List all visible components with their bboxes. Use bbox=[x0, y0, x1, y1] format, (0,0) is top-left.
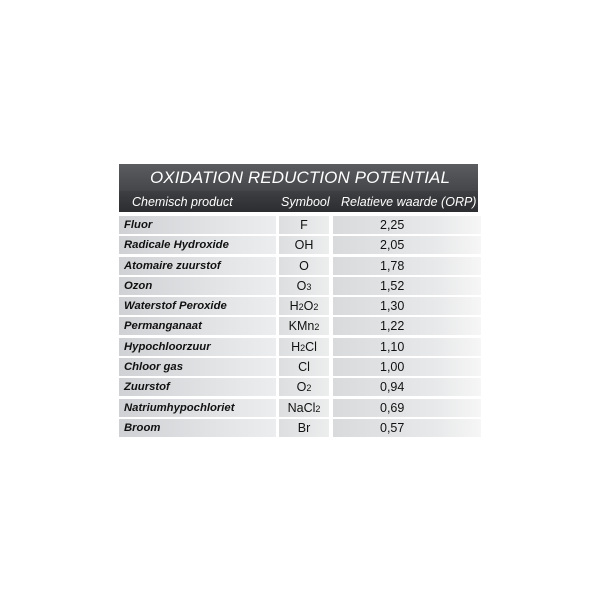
product-name: Ozon bbox=[119, 277, 276, 295]
symbol-subscript: 2 bbox=[314, 322, 320, 333]
symbol-main: KMn bbox=[288, 319, 315, 334]
product-symbol bbox=[279, 399, 329, 417]
table-row bbox=[119, 216, 481, 234]
header-relatieve-waarde: Relatieve waarde (ORP) bbox=[341, 195, 477, 209]
orp-table bbox=[119, 164, 481, 438]
product-name: Radicale Hydroxide bbox=[119, 236, 276, 254]
header-edge-mark bbox=[478, 191, 481, 212]
product-symbol: O bbox=[279, 257, 329, 275]
symbol-subscript: 2 bbox=[306, 383, 312, 394]
table-row bbox=[119, 378, 481, 396]
orp-value: 1,78 bbox=[333, 257, 481, 275]
symbol-main: O bbox=[296, 380, 307, 395]
orp-value: 1,52 bbox=[333, 277, 481, 295]
product-symbol: OH bbox=[279, 236, 329, 254]
symbol-subscript: 3 bbox=[306, 281, 312, 292]
product-name: Waterstof Peroxide bbox=[119, 297, 276, 315]
symbol-part-a: H bbox=[291, 339, 301, 354]
table-row bbox=[119, 338, 481, 356]
table-body bbox=[119, 216, 481, 439]
table-row bbox=[119, 277, 481, 295]
table-title-text: OXIDATION REDUCTION POTENTIAL bbox=[149, 168, 451, 187]
symbol-subscript: 2 bbox=[315, 403, 321, 414]
product-symbol bbox=[279, 277, 329, 295]
product-symbol: F bbox=[279, 216, 329, 234]
product-symbol bbox=[279, 378, 329, 396]
title-edge-mark bbox=[478, 164, 481, 191]
symbol-subscript-a: 2 bbox=[300, 342, 306, 353]
product-name: Permanganaat bbox=[119, 317, 276, 335]
table-row bbox=[119, 419, 481, 437]
product-symbol: Br bbox=[279, 419, 329, 437]
symbol-main: NaCl bbox=[287, 400, 316, 415]
header-symbool: Symbool bbox=[281, 195, 330, 209]
orp-value: 2,25 bbox=[333, 216, 481, 234]
symbol-part-a: H bbox=[289, 299, 299, 314]
orp-value: 0,69 bbox=[333, 399, 481, 417]
symbol-part-b: Cl bbox=[305, 339, 317, 354]
product-symbol bbox=[279, 317, 329, 335]
table-row bbox=[119, 399, 481, 417]
symbol-subscript-b: 2 bbox=[313, 302, 319, 313]
product-name: Zuurstof bbox=[119, 378, 276, 396]
product-name: Atomaire zuurstof bbox=[119, 257, 276, 275]
orp-value: 1,10 bbox=[333, 338, 481, 356]
table-row bbox=[119, 236, 481, 254]
symbol-subscript-a: 2 bbox=[298, 302, 304, 313]
table-row bbox=[119, 317, 481, 335]
orp-value: 2,05 bbox=[333, 236, 481, 254]
orp-value: 0,57 bbox=[333, 419, 481, 437]
table-title bbox=[119, 164, 481, 191]
product-name: Natriumhypochloriet bbox=[119, 399, 276, 417]
product-symbol: Cl bbox=[279, 358, 329, 376]
product-name: Chloor gas bbox=[119, 358, 276, 376]
table-row bbox=[119, 257, 481, 275]
product-symbol bbox=[279, 338, 329, 356]
header-chemisch-product: Chemisch product bbox=[132, 195, 233, 209]
symbol-main: O bbox=[296, 278, 307, 293]
table-row bbox=[119, 297, 481, 315]
symbol-part-b: O bbox=[303, 299, 314, 314]
product-symbol bbox=[279, 297, 329, 315]
product-name: Hypochloorzuur bbox=[119, 338, 276, 356]
table-header-row bbox=[119, 191, 481, 212]
orp-value: 0,94 bbox=[333, 378, 481, 396]
table-row bbox=[119, 358, 481, 376]
product-name: Fluor bbox=[119, 216, 276, 234]
orp-value: 1,00 bbox=[333, 358, 481, 376]
orp-value: 1,22 bbox=[333, 317, 481, 335]
orp-value: 1,30 bbox=[333, 297, 481, 315]
product-name: Broom bbox=[119, 419, 276, 437]
